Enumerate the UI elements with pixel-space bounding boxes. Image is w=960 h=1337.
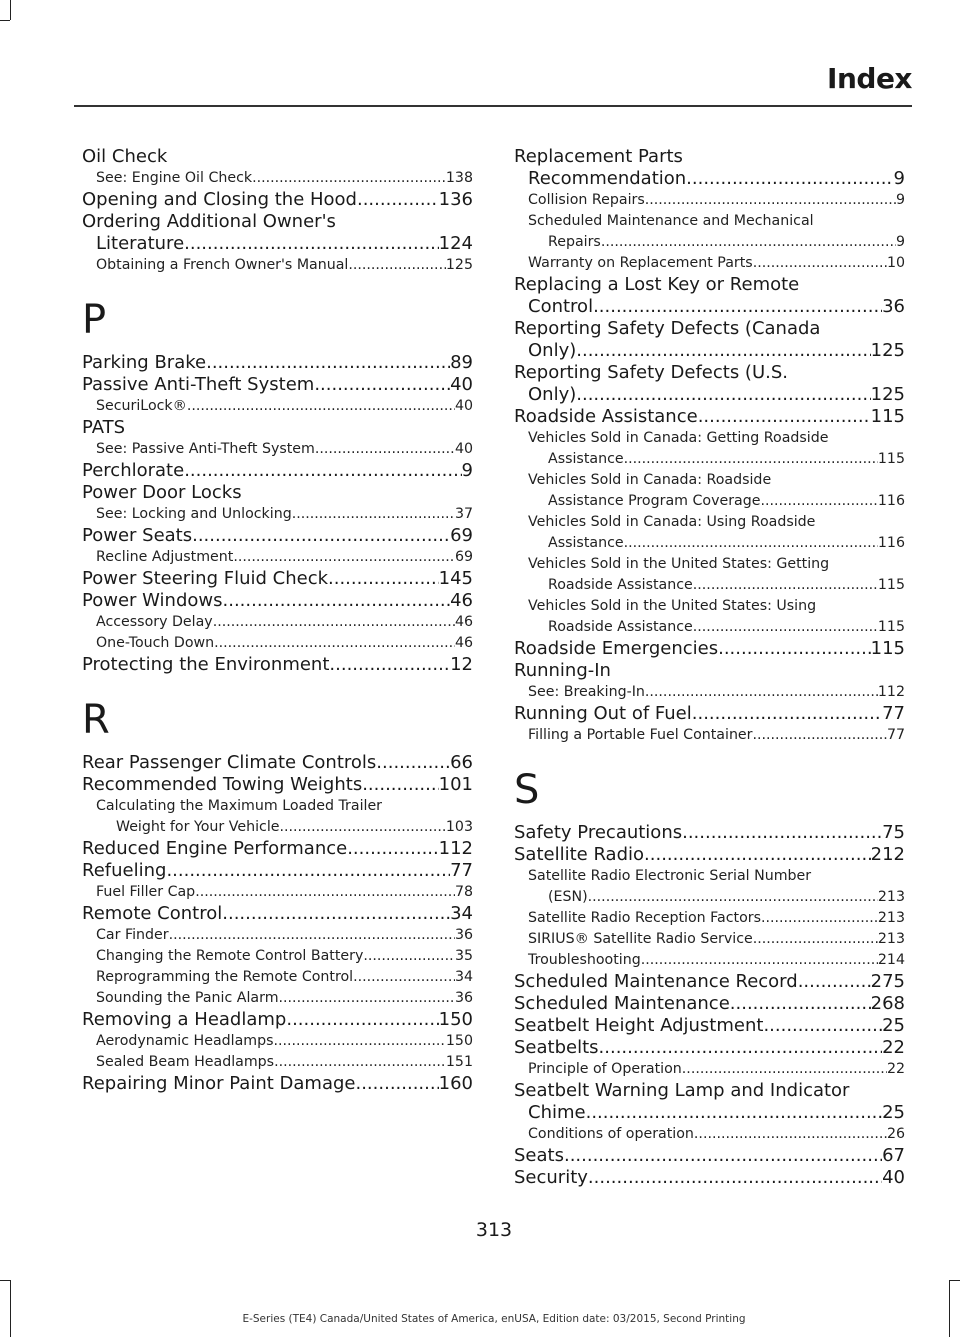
entry-page-number: 115 xyxy=(877,619,905,635)
index-entry xyxy=(514,1037,905,1059)
entry-text: Scheduled Maintenance and Mechanical xyxy=(528,213,814,229)
entry-text: Reporting Safety Defects (Canada xyxy=(514,318,821,339)
entry-text: Running Out of Fuel xyxy=(514,703,692,724)
dot-leader xyxy=(686,168,893,190)
entry-page-number: 69 xyxy=(450,525,473,546)
dot-leader xyxy=(206,352,450,374)
entry-text: Power Seats xyxy=(82,525,193,546)
dot-leader xyxy=(760,491,877,512)
entry-text: Warranty on Replacement Parts xyxy=(528,255,753,271)
dot-leader xyxy=(195,882,455,903)
entry-page-number: 115 xyxy=(877,577,905,593)
index-entry xyxy=(514,971,905,993)
index-subentry xyxy=(514,190,905,211)
entry-text: Passive Anti-Theft System xyxy=(82,374,315,395)
dot-leader xyxy=(698,406,871,428)
entry-text: One-Touch Down xyxy=(96,635,215,651)
index-section-letter: S xyxy=(514,767,540,813)
entry-text: Reduced Engine Performance xyxy=(82,838,348,859)
dot-leader xyxy=(223,590,451,612)
index-entry xyxy=(82,654,473,676)
dot-leader xyxy=(357,189,439,211)
index-entry xyxy=(82,903,473,925)
index-entry xyxy=(514,1015,905,1037)
entry-text: Protecting the Environment xyxy=(82,654,330,675)
entry-text: See: Engine Oil Check xyxy=(96,170,253,186)
entry-page-number: 89 xyxy=(450,352,473,373)
entry-text: Accessory Delay xyxy=(96,614,213,630)
index-subentry xyxy=(82,439,473,460)
index-subentry xyxy=(514,1124,905,1145)
index-subentry xyxy=(82,504,473,525)
entry-text: Seatbelts xyxy=(514,1037,599,1058)
index-entry xyxy=(514,318,905,362)
entry-text: SIRIUS® Satellite Radio Service xyxy=(528,931,753,947)
dot-leader xyxy=(798,971,871,993)
entry-page-number: 25 xyxy=(882,1015,905,1036)
index-entry xyxy=(82,211,473,255)
index-subentry xyxy=(514,950,905,971)
index-subentry xyxy=(82,1052,473,1073)
crop-mark xyxy=(949,1280,950,1337)
entry-page-number: 214 xyxy=(877,952,905,968)
index-subentry xyxy=(514,929,905,950)
entry-text: Sounding the Panic Alarm xyxy=(96,990,279,1006)
entry-page-number: 40 xyxy=(450,374,473,395)
index-entry xyxy=(82,752,473,774)
dot-leader xyxy=(753,929,878,950)
entry-text: Vehicles Sold in Canada: Using Roadside xyxy=(528,514,816,530)
entry-text: Filling a Portable Fuel Container xyxy=(528,727,753,743)
entry-text: Satellite Radio Electronic Serial Number xyxy=(528,868,812,884)
index-subentry xyxy=(82,255,473,276)
index-entry xyxy=(82,482,473,504)
entry-text: SecuriLock® xyxy=(96,398,187,414)
entry-text: Removing a Headlamp xyxy=(82,1009,287,1030)
index-entry xyxy=(514,274,905,318)
page-title: Index xyxy=(827,62,912,95)
dot-leader xyxy=(599,1037,883,1059)
entry-text: Literature xyxy=(96,233,185,254)
index-column-left xyxy=(82,146,473,1095)
entry-text: Weight for Your Vehicle xyxy=(116,819,280,835)
entry-text: Refueling xyxy=(82,860,167,881)
entry-page-number: 101 xyxy=(438,774,473,795)
entry-page-number: 10 xyxy=(886,255,905,271)
entry-page-number: 66 xyxy=(450,752,473,773)
index-subentry xyxy=(82,796,473,838)
index-entry xyxy=(514,844,905,866)
dot-leader xyxy=(166,860,450,882)
entry-page-number: 116 xyxy=(877,535,905,551)
index-subentry xyxy=(514,211,905,253)
entry-page-number: 77 xyxy=(886,727,905,743)
entry-page-number: 40 xyxy=(454,398,473,414)
index-subentry xyxy=(82,396,473,417)
entry-text: Power Door Locks xyxy=(82,482,242,503)
entry-page-number: 26 xyxy=(886,1126,905,1142)
dot-leader xyxy=(692,703,882,725)
crop-mark xyxy=(10,1280,11,1337)
dot-leader xyxy=(214,633,455,654)
entry-page-number: 125 xyxy=(445,257,473,273)
entry-page-number: 77 xyxy=(882,703,905,724)
entry-page-number: 36 xyxy=(882,296,905,317)
entry-page-number: 213 xyxy=(877,931,905,947)
entry-page-number: 34 xyxy=(450,903,473,924)
entry-page-number: 9 xyxy=(893,168,905,189)
entry-page-number: 67 xyxy=(882,1145,905,1166)
entry-text: Vehicles Sold in Canada: Getting Roadside xyxy=(528,430,829,446)
entry-page-number: 125 xyxy=(870,340,905,361)
dot-leader xyxy=(644,844,871,866)
index-column-right xyxy=(514,146,905,1189)
dot-leader xyxy=(753,253,887,274)
entry-page-number: 40 xyxy=(882,1167,905,1188)
entry-page-number: 46 xyxy=(454,635,473,651)
entry-page-number: 103 xyxy=(445,819,473,835)
dot-leader xyxy=(761,908,878,929)
index-subentry xyxy=(82,882,473,903)
index-subentry xyxy=(82,925,473,946)
entry-text: Parking Brake xyxy=(82,352,207,373)
index-entry xyxy=(514,406,905,428)
entry-page-number: 46 xyxy=(450,590,473,611)
dot-leader xyxy=(601,232,896,253)
dot-leader xyxy=(682,1059,887,1080)
index-section-letter: P xyxy=(82,297,107,343)
entry-text: Assistance Program Coverage xyxy=(548,493,761,509)
entry-text: Obtaining a French Owner's Manual xyxy=(96,257,349,273)
page-number: 313 xyxy=(475,1219,513,1241)
entry-page-number: 150 xyxy=(438,1009,473,1030)
dot-leader xyxy=(693,617,878,638)
entry-text: Perchlorate xyxy=(82,460,185,481)
dot-leader xyxy=(184,233,439,255)
entry-page-number: 115 xyxy=(870,406,905,427)
index-subentry xyxy=(82,547,473,568)
index-subentry xyxy=(514,596,905,638)
dot-leader xyxy=(363,946,455,967)
entry-text: Aerodynamic Headlamps xyxy=(96,1033,274,1049)
entry-page-number: 124 xyxy=(438,233,473,254)
entry-page-number: 150 xyxy=(445,1033,473,1049)
entry-text: Fuel Filler Cap xyxy=(96,884,196,900)
index-subentry xyxy=(82,988,473,1009)
index-subentry xyxy=(82,967,473,988)
index-entry xyxy=(82,374,473,396)
entry-page-number: 75 xyxy=(882,822,905,843)
entry-text: Sealed Beam Headlamps xyxy=(96,1054,275,1070)
entry-page-number: 145 xyxy=(438,568,473,589)
entry-text: Safety Precautions xyxy=(514,822,683,843)
index-subentry xyxy=(82,946,473,967)
index-entry xyxy=(514,638,905,660)
entry-text: Running-In xyxy=(514,660,611,681)
entry-text: Reporting Safety Defects (U.S. xyxy=(514,362,788,383)
index-subentry xyxy=(514,725,905,746)
entry-page-number: 138 xyxy=(445,170,473,186)
header-rule xyxy=(74,105,912,107)
index-subentry xyxy=(514,554,905,596)
crop-mark xyxy=(950,1280,960,1281)
dot-leader xyxy=(169,925,455,946)
entry-text: Troubleshooting xyxy=(528,952,641,968)
index-subentry xyxy=(514,512,905,554)
dot-leader xyxy=(753,725,887,746)
entry-text: Repairing Minor Paint Damage xyxy=(82,1073,356,1094)
entry-text: Rear Passenger Climate Controls xyxy=(82,752,377,773)
dot-leader xyxy=(274,1031,446,1052)
entry-text: Recommendation xyxy=(528,168,687,189)
dot-leader xyxy=(588,887,878,908)
dot-leader xyxy=(645,682,878,703)
entry-page-number: 37 xyxy=(454,506,473,522)
index-entry xyxy=(514,822,905,844)
dot-leader xyxy=(353,967,455,988)
dot-leader xyxy=(586,1102,883,1124)
entry-page-number: 275 xyxy=(870,971,905,992)
dot-leader xyxy=(192,525,450,547)
index-entry xyxy=(82,525,473,547)
dot-leader xyxy=(576,340,870,362)
index-entry xyxy=(82,352,473,374)
dot-leader xyxy=(184,460,461,482)
entry-text: Control xyxy=(528,296,594,317)
entry-page-number: 125 xyxy=(870,384,905,405)
entry-text: Roadside Emergencies xyxy=(514,638,719,659)
entry-text: Chime xyxy=(528,1102,586,1123)
entry-page-number: 9 xyxy=(895,192,905,208)
entry-text: Satellite Radio Reception Factors xyxy=(528,910,761,926)
dot-leader xyxy=(645,190,896,211)
index-entry xyxy=(514,1080,905,1124)
dot-leader xyxy=(292,504,455,525)
dot-leader xyxy=(328,568,439,590)
entry-page-number: 112 xyxy=(877,684,905,700)
entry-text: Calculating the Maximum Loaded Trailer xyxy=(96,798,383,814)
entry-page-number: 69 xyxy=(454,549,473,565)
entry-text: Scheduled Maintenance xyxy=(514,993,730,1014)
index-subentry xyxy=(514,908,905,929)
index-entry xyxy=(514,660,905,682)
dot-leader xyxy=(624,533,878,554)
dot-leader xyxy=(222,903,450,925)
dot-leader xyxy=(233,547,455,568)
entry-text: Seatbelt Warning Lamp and Indicator xyxy=(514,1080,850,1101)
dot-leader xyxy=(286,1009,438,1031)
index-section-letter: R xyxy=(82,697,110,743)
index-entry xyxy=(82,460,473,482)
dot-leader xyxy=(763,1015,882,1037)
entry-text: See: Passive Anti-Theft System xyxy=(96,441,315,457)
entry-text: Remote Control xyxy=(82,903,223,924)
entry-text: Principle of Operation xyxy=(528,1061,682,1077)
entry-page-number: 77 xyxy=(450,860,473,881)
entry-text: Only) xyxy=(528,340,577,361)
dot-leader xyxy=(694,1124,887,1145)
entry-page-number: 46 xyxy=(454,614,473,630)
entry-page-number: 136 xyxy=(438,189,473,210)
index-entry xyxy=(82,590,473,612)
dot-leader xyxy=(187,396,455,417)
dot-leader xyxy=(588,1167,882,1189)
crop-mark xyxy=(10,0,11,20)
entry-text: Vehicles Sold in the United States: Using xyxy=(528,598,817,614)
index-entry xyxy=(514,1167,905,1189)
entry-page-number: 213 xyxy=(877,889,905,905)
entry-text: Roadside Assistance xyxy=(548,619,693,635)
entry-text: Recommended Towing Weights xyxy=(82,774,363,795)
entry-page-number: 151 xyxy=(445,1054,473,1070)
entry-page-number: 22 xyxy=(886,1061,905,1077)
footer-edition-info: E-Series (TE4) Canada/United States of America, enUSA, Edition date: 03/2015, Second Printing xyxy=(242,1313,746,1325)
entry-text: Satellite Radio xyxy=(514,844,645,865)
entry-text: Opening and Closing the Hood xyxy=(82,189,357,210)
crop-mark xyxy=(0,20,10,21)
entry-text: Only) xyxy=(528,384,577,405)
entry-text: Car Finder xyxy=(96,927,169,943)
entry-text: Power Steering Fluid Check xyxy=(82,568,329,589)
dot-leader xyxy=(564,1145,882,1167)
dot-leader xyxy=(348,255,446,276)
index-subentry xyxy=(514,866,905,908)
dot-leader xyxy=(376,752,450,774)
entry-text: Oil Check xyxy=(82,146,168,167)
entry-page-number: 160 xyxy=(438,1073,473,1094)
index-subentry xyxy=(82,1031,473,1052)
entry-page-number: 213 xyxy=(877,910,905,926)
entry-text: See: Locking and Unlocking xyxy=(96,506,292,522)
dot-leader xyxy=(730,993,871,1015)
entry-text: Changing the Remote Control Battery xyxy=(96,948,364,964)
dot-leader xyxy=(355,1073,438,1095)
index-entry xyxy=(82,838,473,860)
index-entry xyxy=(82,1009,473,1031)
dot-leader xyxy=(280,817,446,838)
index-entry xyxy=(514,993,905,1015)
entry-text: Roadside Assistance xyxy=(548,577,693,593)
entry-text: Roadside Assistance xyxy=(514,406,698,427)
dot-leader xyxy=(718,638,871,660)
entry-text: Seats xyxy=(514,1145,564,1166)
entry-text: Replacement Parts xyxy=(514,146,683,167)
entry-text: See: Breaking-In xyxy=(528,684,645,700)
entry-text: Seatbelt Height Adjustment xyxy=(514,1015,764,1036)
index-subentry xyxy=(82,633,473,654)
entry-text: Power Windows xyxy=(82,590,223,611)
entry-page-number: 36 xyxy=(454,927,473,943)
entry-text: Replacing a Lost Key or Remote xyxy=(514,274,800,295)
index-entry xyxy=(514,146,905,190)
entry-page-number: 212 xyxy=(870,844,905,865)
entry-text: Assistance xyxy=(548,451,624,467)
entry-page-number: 115 xyxy=(877,451,905,467)
entry-text: Repairs xyxy=(548,234,601,250)
index-subentry xyxy=(514,253,905,274)
entry-page-number: 25 xyxy=(882,1102,905,1123)
index-entry xyxy=(514,362,905,406)
entry-page-number: 268 xyxy=(870,993,905,1014)
entry-text: Recline Adjustment xyxy=(96,549,234,565)
dot-leader xyxy=(641,950,878,971)
entry-page-number: 12 xyxy=(450,654,473,675)
entry-page-number: 34 xyxy=(454,969,473,985)
entry-text: Collision Repairs xyxy=(528,192,645,208)
dot-leader xyxy=(252,168,446,189)
entry-text: Ordering Additional Owner's xyxy=(82,211,336,232)
entry-page-number: 9 xyxy=(895,234,905,250)
entry-text: Vehicles Sold in Canada: Roadside xyxy=(528,472,772,488)
entry-text: PATS xyxy=(82,417,126,438)
index-entry xyxy=(82,568,473,590)
index-entry xyxy=(82,417,473,439)
index-subentry xyxy=(82,612,473,633)
crop-mark xyxy=(0,1280,10,1281)
entry-text: Assistance xyxy=(548,535,624,551)
dot-leader xyxy=(593,296,882,318)
entry-text: Conditions of operation xyxy=(528,1126,694,1142)
entry-page-number: 116 xyxy=(877,493,905,509)
index-subentry xyxy=(82,168,473,189)
index-entry xyxy=(82,1073,473,1095)
entry-text: Security xyxy=(514,1167,588,1188)
entry-page-number: 36 xyxy=(454,990,473,1006)
entry-page-number: 112 xyxy=(438,838,473,859)
index-subentry xyxy=(514,1059,905,1080)
entry-page-number: 40 xyxy=(454,441,473,457)
dot-leader xyxy=(329,654,450,676)
dot-leader xyxy=(576,384,870,406)
index-entry xyxy=(514,1145,905,1167)
dot-leader xyxy=(624,449,878,470)
dot-leader xyxy=(279,988,455,1009)
entry-page-number: 115 xyxy=(870,638,905,659)
index-entry xyxy=(82,774,473,796)
entry-page-number: 35 xyxy=(454,948,473,964)
entry-text: Reprogramming the Remote Control xyxy=(96,969,354,985)
dot-leader xyxy=(315,439,455,460)
index-subentry xyxy=(514,470,905,512)
entry-text: (ESN) xyxy=(548,889,588,905)
entry-page-number: 22 xyxy=(882,1037,905,1058)
dot-leader xyxy=(213,612,455,633)
entry-text: Scheduled Maintenance Record xyxy=(514,971,798,992)
index-entry xyxy=(82,189,473,211)
entry-page-number: 78 xyxy=(454,884,473,900)
index-entry xyxy=(82,146,473,168)
dot-leader xyxy=(362,774,438,796)
entry-text: Vehicles Sold in the United States: Getting xyxy=(528,556,830,572)
dot-leader xyxy=(347,838,438,860)
index-entry xyxy=(82,860,473,882)
index-subentry xyxy=(514,682,905,703)
dot-leader xyxy=(682,822,882,844)
dot-leader xyxy=(693,575,878,596)
entry-page-number: 9 xyxy=(461,460,473,481)
index-subentry xyxy=(514,428,905,470)
dot-leader xyxy=(274,1052,446,1073)
dot-leader xyxy=(314,374,450,396)
index-entry xyxy=(514,703,905,725)
